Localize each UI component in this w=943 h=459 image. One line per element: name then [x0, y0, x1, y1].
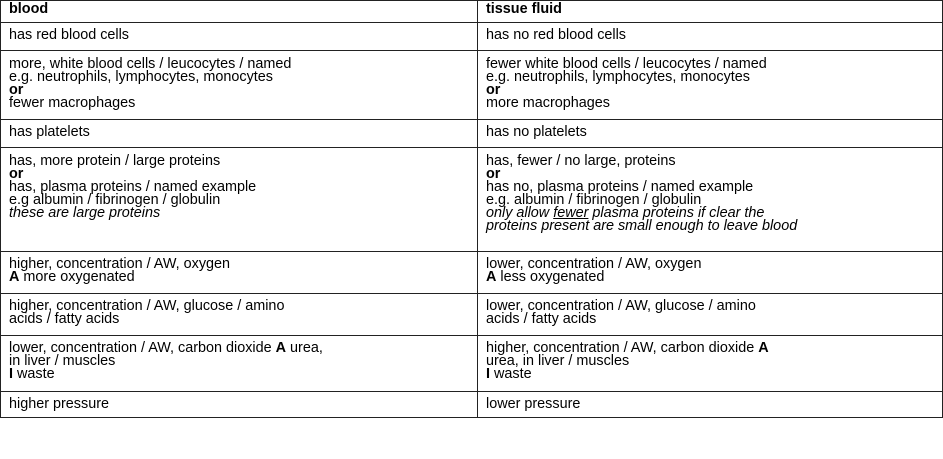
- bold-marker: A: [486, 269, 497, 285]
- cell-line: or: [486, 82, 501, 98]
- cell-line: has no, plasma proteins / named example: [486, 179, 754, 195]
- text-run: waste: [13, 366, 55, 382]
- cell-line: these are large proteins: [9, 205, 161, 221]
- cell-line: [486, 271, 934, 284]
- text-run: higher, concentration / AW, carbon dioxide: [486, 340, 759, 356]
- cell-blood: [1, 148, 478, 252]
- header-tissue-fluid: tissue fluid: [478, 1, 943, 23]
- cell-line: [9, 368, 469, 381]
- table-row: [1, 336, 943, 392]
- bold-marker: A: [758, 340, 769, 356]
- table-row: [1, 51, 943, 120]
- cell-line: higher, concentration / AW, oxygen: [9, 256, 231, 272]
- header-blood: blood: [1, 1, 478, 23]
- cell-line: fewer macrophages: [9, 95, 136, 111]
- cell-line: urea, in liver / muscles: [486, 353, 630, 369]
- cell-line: [486, 368, 934, 381]
- cell-line: or: [9, 82, 24, 98]
- cell-line: proteins present are small enough to leave blood: [486, 218, 798, 234]
- cell-blood: [1, 51, 478, 120]
- cell-line: has, plasma proteins / named example: [9, 179, 257, 195]
- cell-line: e.g. neutrophils, lymphocytes, monocytes: [486, 69, 750, 85]
- cell-line: acids / fatty acids: [486, 311, 597, 327]
- cell-line: fewer white blood cells / leucocytes / named: [486, 56, 767, 72]
- table-row: [1, 294, 943, 336]
- cell-line: lower, concentration / AW, oxygen: [486, 256, 702, 272]
- cell-line: e.g. albumin / fibrinogen / globulin: [486, 192, 702, 208]
- cell-line: has platelets: [9, 124, 90, 140]
- bold-marker: I: [9, 366, 13, 382]
- cell-tissue-fluid: [478, 51, 943, 120]
- cell-line: in liver / muscles: [9, 353, 116, 369]
- cell-line: higher, concentration / AW, glucose / amino: [9, 298, 285, 314]
- cell-blood: [1, 392, 478, 418]
- text-run: urea,: [286, 340, 323, 356]
- cell-blood: [1, 336, 478, 392]
- header-row: [1, 1, 943, 23]
- cell-line: has, more protein / large proteins: [9, 153, 221, 169]
- table-row: [1, 148, 943, 252]
- cell-blood: [1, 294, 478, 336]
- cell-tissue-fluid: [478, 294, 943, 336]
- cell-line: e.g. neutrophils, lymphocytes, monocytes: [9, 69, 273, 85]
- bold-marker: I: [486, 366, 490, 382]
- text-run: more oxygenated: [19, 269, 135, 285]
- bold-marker: A: [275, 340, 287, 356]
- table-row: [1, 392, 943, 418]
- table-row: [1, 23, 943, 51]
- text-run: plasma proteins if clear the: [588, 205, 765, 221]
- cell-line: e.g albumin / fibrinogen / globulin: [9, 192, 221, 208]
- table-row: [1, 252, 943, 294]
- cell-line: lower, concentration / AW, glucose / amino: [486, 298, 756, 314]
- cell-line: more macrophages: [486, 95, 610, 111]
- cell-line: acids / fatty acids: [9, 311, 120, 327]
- cell-blood: [1, 252, 478, 294]
- cell-blood: [1, 23, 478, 51]
- cell-blood: [1, 120, 478, 148]
- cell-line: lower pressure: [486, 396, 581, 412]
- cell-tissue-fluid: [478, 252, 943, 294]
- cell-line: has no red blood cells: [486, 27, 626, 43]
- cell-tissue-fluid: [478, 148, 943, 252]
- cell-line: [9, 271, 469, 284]
- cell-line: more, white blood cells / leucocytes / named: [9, 56, 292, 72]
- text-run: only allow: [486, 205, 554, 221]
- text-run: less oxygenated: [496, 269, 605, 285]
- text-run: waste: [490, 366, 532, 382]
- cell-tissue-fluid: [478, 23, 943, 51]
- cell-line: has, fewer / no large, proteins: [486, 153, 676, 169]
- cell-line: has red blood cells: [9, 27, 129, 43]
- cell-line: or: [486, 166, 501, 182]
- bold-marker: A: [9, 269, 20, 285]
- cell-tissue-fluid: [478, 392, 943, 418]
- cell-tissue-fluid: [478, 120, 943, 148]
- table-row: [1, 120, 943, 148]
- text-run: lower, concentration / AW, carbon dioxide: [9, 340, 276, 356]
- cell-line: or: [9, 166, 24, 182]
- cell-line: has no platelets: [486, 124, 587, 140]
- table-body: [1, 23, 943, 418]
- cell-line: higher pressure: [9, 396, 109, 412]
- underlined-word: fewer: [553, 205, 589, 221]
- cell-tissue-fluid: [478, 336, 943, 392]
